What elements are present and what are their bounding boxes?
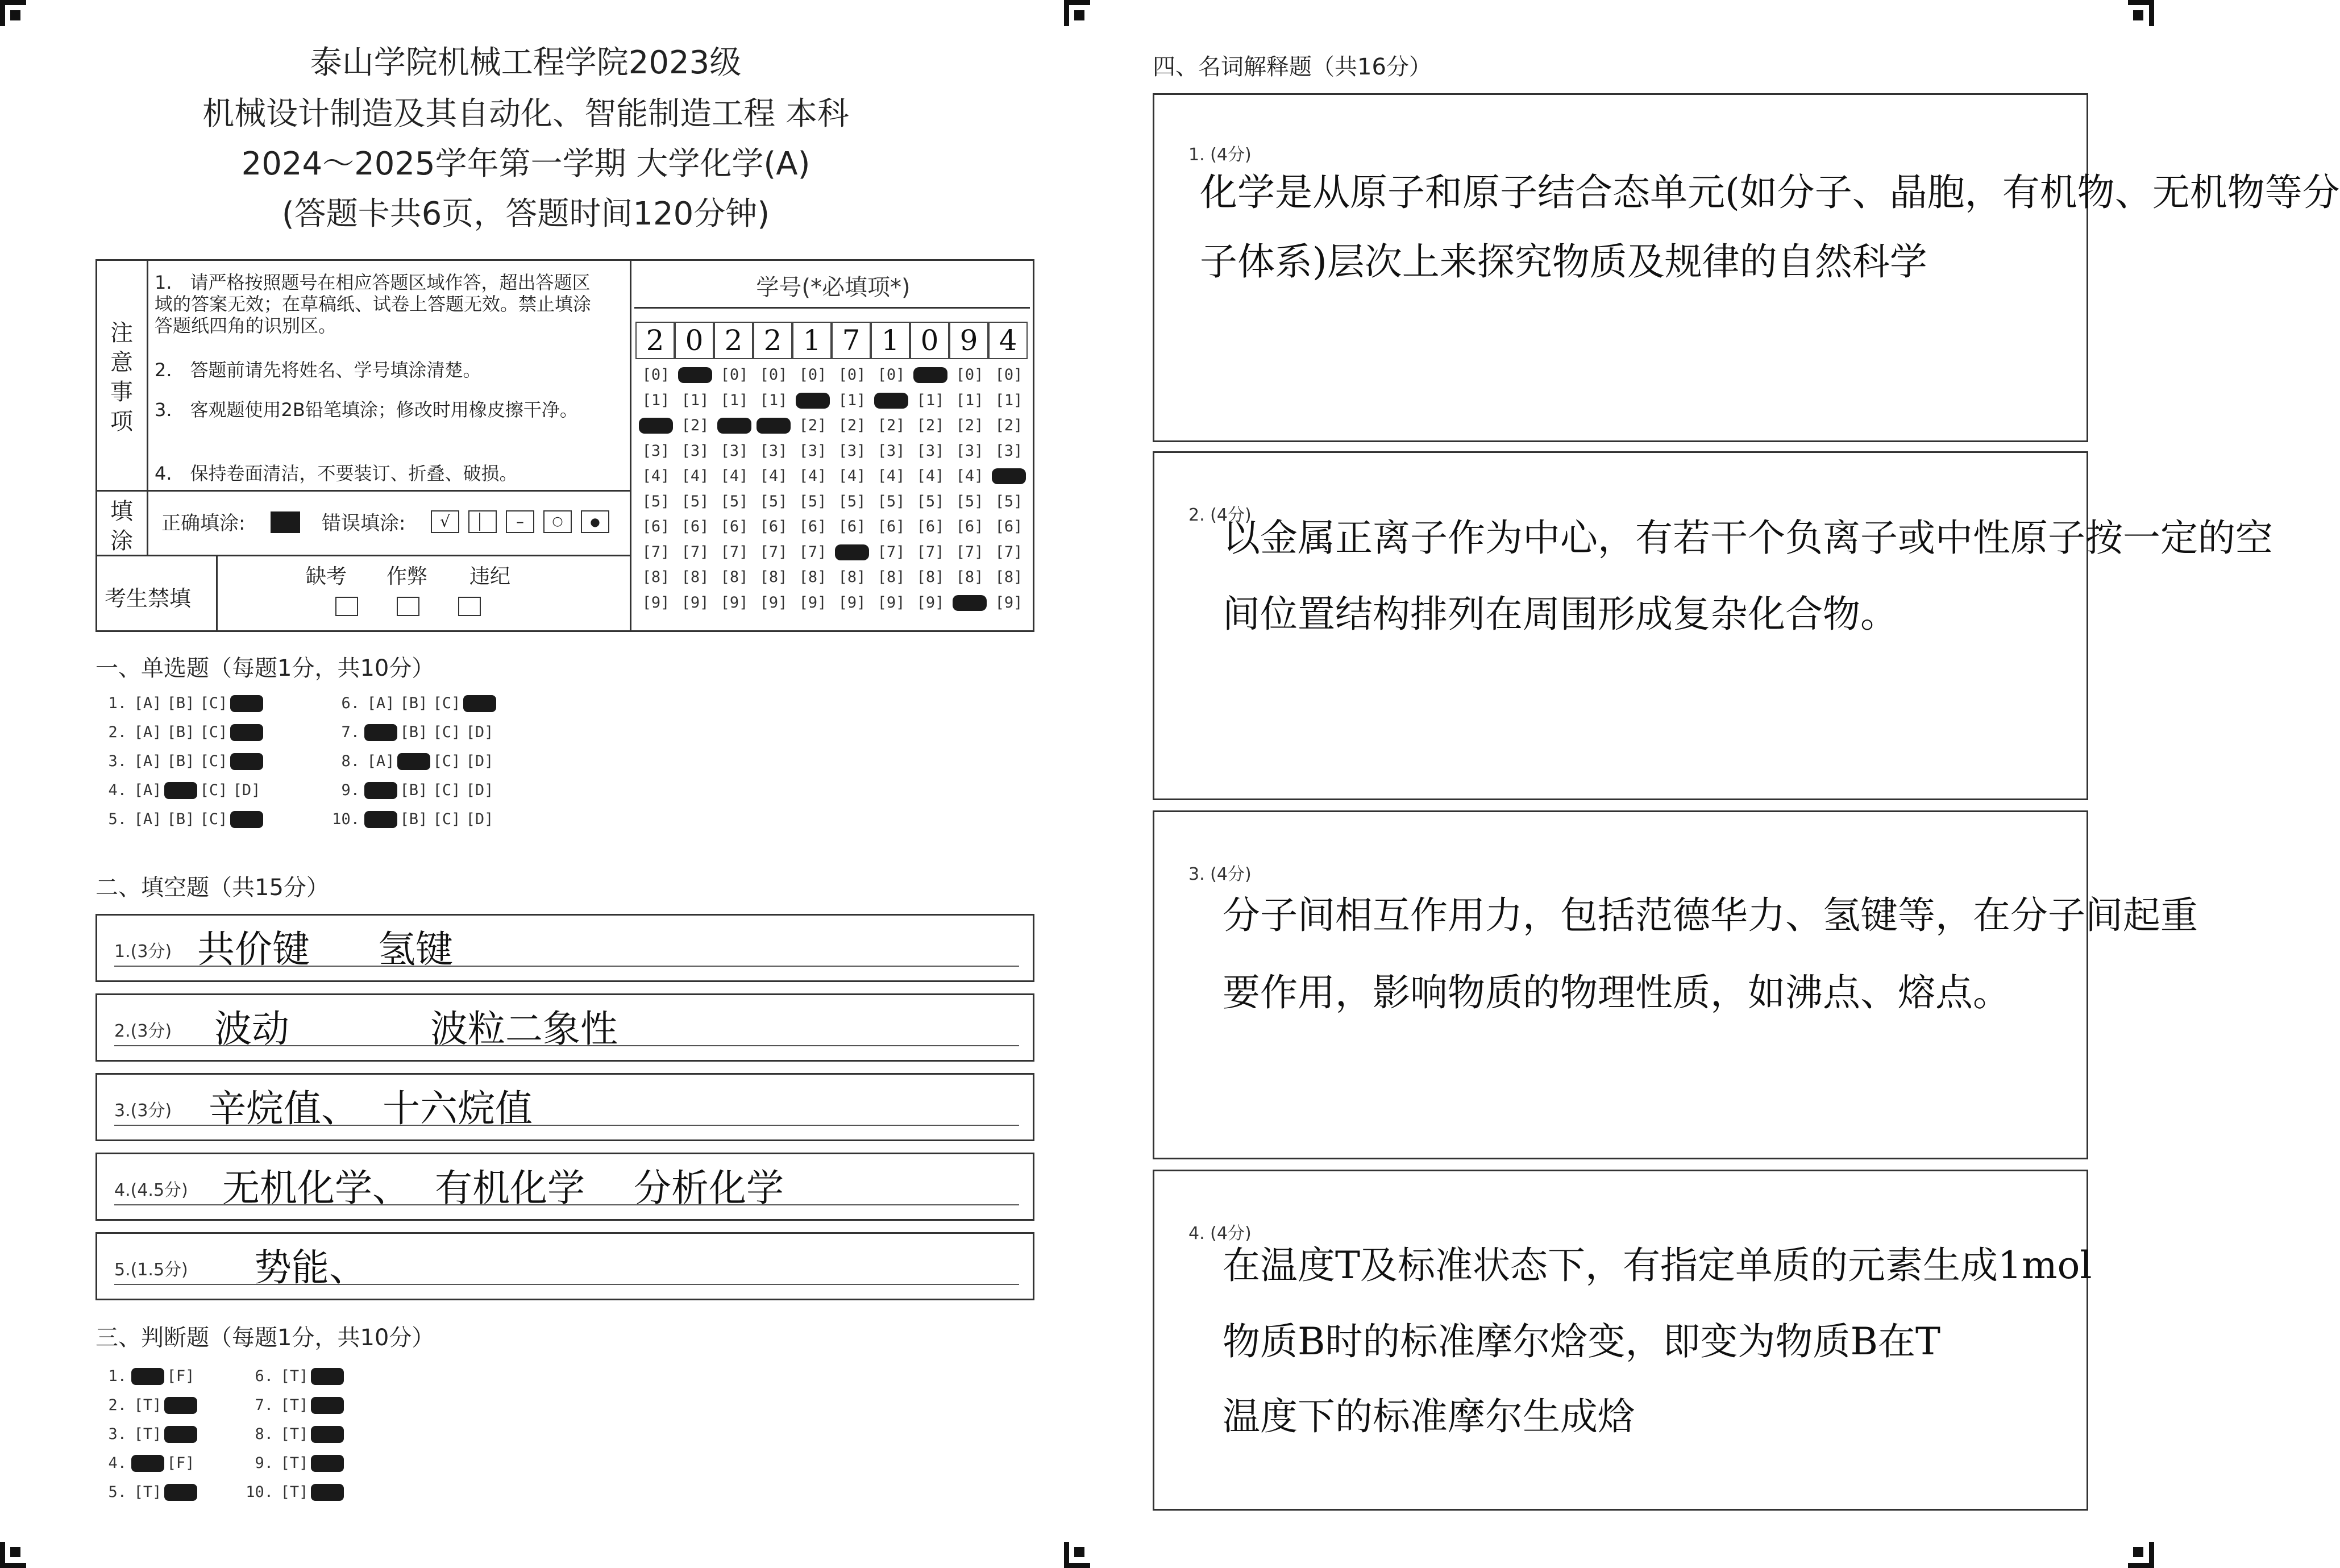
student-number-bubble-filled[interactable] — [678, 367, 712, 383]
student-number-bubble[interactable]: [4] — [916, 467, 945, 485]
answer-bubble[interactable]: [D] — [465, 752, 494, 770]
student-number-bubble[interactable]: [6] — [916, 518, 945, 535]
answer-bubble-filled[interactable] — [311, 1484, 344, 1501]
student-number-bubble[interactable]: [9] — [759, 593, 788, 612]
student-number-digits — [635, 322, 1033, 359]
student-number-bubble[interactable]: [4] — [799, 467, 827, 485]
student-number-bubble[interactable]: [5] — [720, 492, 749, 510]
tf-answer-row — [242, 1425, 344, 1443]
mc-answer-row — [329, 694, 496, 712]
tf-answer-row — [95, 1396, 197, 1414]
answer-bubble[interactable]: [A] — [367, 694, 395, 712]
answer-bubble[interactable]: [A] — [134, 810, 162, 828]
answer-bubble[interactable]: [D] — [465, 781, 494, 799]
question-number: 5. — [108, 1483, 127, 1501]
student-number-bubble[interactable]: [4] — [877, 467, 905, 485]
student-number-digit[interactable]: 9 — [949, 322, 988, 359]
answer-bubble-filled[interactable] — [164, 1397, 197, 1414]
answer-bubble[interactable]: [B] — [400, 810, 428, 828]
student-number-bubble-filled[interactable] — [757, 418, 791, 434]
student-number-bubble[interactable]: [5] — [759, 492, 788, 510]
answer-bubble[interactable]: [T] — [280, 1367, 309, 1385]
notice-item: 2. 答题前请先将姓名、学号填涂清楚。 — [155, 359, 481, 381]
correct-fill-label: 正确填涂: — [161, 512, 246, 535]
student-number-bubble[interactable]: [3] — [995, 442, 1023, 460]
answer-bubble[interactable]: [C] — [433, 810, 461, 828]
student-number-bubble[interactable]: [6] — [995, 518, 1023, 535]
question-number: 10. — [332, 810, 360, 828]
student-number-bubble[interactable]: [6] — [681, 518, 709, 535]
answer-bubble-filled[interactable] — [311, 1397, 344, 1414]
answer-bubble[interactable]: [T] — [280, 1454, 309, 1472]
student-number-bubble[interactable]: [0] — [838, 366, 866, 384]
handwritten-answer[interactable]: 无机化学、 — [222, 1166, 410, 1210]
question-label: 4. (4分) — [1188, 1224, 1252, 1243]
student-number-bubble[interactable]: [2] — [916, 417, 945, 434]
notice-item: 4. 保持卷面清洁，不要装订、折叠、破损。 — [155, 463, 518, 484]
answer-bubble[interactable]: [F] — [167, 1367, 195, 1385]
student-number-digit[interactable]: 4 — [988, 322, 1028, 359]
answer-bubble-filled[interactable] — [364, 782, 397, 799]
answer-bubble[interactable]: [C] — [199, 810, 228, 828]
question-number: 8. — [255, 1425, 273, 1443]
handwritten-answer-line[interactable]: 分子间相互作用力，包括范德华力、氢键等，在分子间起重 — [1223, 893, 2198, 937]
question-number: 8. — [341, 752, 360, 770]
student-number-bubble[interactable]: [9] — [995, 593, 1023, 612]
corner-registration-mark — [1064, 1542, 1090, 1568]
student-number-digit[interactable]: 2 — [635, 322, 675, 359]
corner-registration-mark — [2128, 0, 2154, 26]
student-number-digit[interactable]: 2 — [753, 322, 792, 359]
corner-registration-mark — [1064, 0, 1090, 26]
student-number-bubble[interactable]: [8] — [799, 568, 827, 586]
answer-bubble[interactable]: [B] — [167, 723, 195, 741]
section-title-fill-blank: 二、填空题（共15分） — [95, 875, 329, 901]
student-number-bubble[interactable]: [8] — [759, 568, 788, 586]
answer-line — [114, 1284, 1019, 1285]
answer-bubble[interactable]: [C] — [199, 781, 228, 799]
panel-divider — [95, 555, 630, 556]
answer-bubble-filled[interactable] — [230, 695, 263, 712]
student-number-digit[interactable]: 0 — [675, 322, 714, 359]
student-number-bubble[interactable]: [7] — [759, 543, 788, 561]
answer-bubble[interactable]: [C] — [199, 723, 228, 741]
student-number-bubble[interactable]: [7] — [916, 543, 945, 561]
question-label: 4.(4.5分) — [114, 1180, 188, 1200]
answer-bubble[interactable]: [T] — [134, 1483, 162, 1501]
answer-bubble[interactable]: [B] — [400, 694, 428, 712]
question-label: 3. (4分) — [1188, 864, 1252, 884]
student-number-bubble[interactable]: [6] — [877, 518, 905, 535]
handwritten-answer-line[interactable]: 子体系)层次上来探究物质及规律的自然科学 — [1200, 240, 1927, 284]
student-number-bubble[interactable]: [7] — [681, 543, 709, 561]
student-number-bubble[interactable]: [6] — [759, 518, 788, 535]
handwritten-answer[interactable]: 有机化学 — [435, 1166, 585, 1210]
answer-bubble[interactable]: [B] — [400, 723, 428, 741]
fill-blank-question-4 — [95, 1153, 1034, 1221]
tf-answer-row — [242, 1454, 344, 1472]
corner-registration-mark — [0, 1542, 26, 1568]
student-number-bubble[interactable]: [7] — [720, 543, 749, 561]
student-number-bubble-filled[interactable] — [992, 468, 1026, 484]
student-number-bubble[interactable]: [5] — [995, 492, 1023, 510]
tf-answer-row — [95, 1367, 197, 1385]
student-number-bubble[interactable]: [0] — [995, 366, 1023, 384]
answer-bubble-filled[interactable] — [364, 724, 397, 741]
student-number-bubble[interactable]: [0] — [877, 366, 905, 384]
header-major: 机械设计制造及其自动化、智能制造工程 本科 — [202, 95, 849, 132]
question-label: 3.(3分) — [114, 1101, 172, 1121]
answer-bubble-filled[interactable] — [311, 1368, 344, 1385]
student-number-bubble[interactable]: [9] — [838, 593, 866, 612]
handwritten-answer[interactable]: 氢键 — [378, 928, 453, 971]
answer-bubble-filled[interactable] — [230, 811, 263, 828]
student-number-bubble[interactable]: [3] — [720, 442, 749, 460]
corner-registration-mark — [2128, 1542, 2154, 1568]
question-label: 2.(3分) — [114, 1021, 172, 1041]
question-label: 1. (4分) — [1188, 145, 1252, 165]
student-number-bubble[interactable]: [9] — [916, 593, 945, 612]
student-number-bubble-filled[interactable] — [717, 418, 751, 434]
student-number-bubble[interactable]: [8] — [877, 568, 905, 586]
student-number-bubble[interactable]: [7] — [877, 543, 905, 561]
answer-bubble[interactable]: [A] — [134, 752, 162, 770]
fill-blank-question-3 — [95, 1073, 1034, 1141]
single-choice-answers — [95, 694, 607, 842]
student-number-bubble[interactable]: [4] — [681, 467, 709, 485]
question-number: 9. — [255, 1454, 273, 1472]
student-number-bubble[interactable]: [8] — [838, 568, 866, 586]
handwritten-answer[interactable]: 波粒二象性 — [430, 1007, 618, 1051]
handwritten-answer[interactable]: 共价键 — [197, 928, 310, 971]
question-number: 6. — [255, 1367, 273, 1385]
handwritten-answer[interactable]: 波动 — [214, 1007, 289, 1051]
answer-bubble[interactable]: [A] — [134, 723, 162, 741]
header-course: 2024～2025学年第一学期 大学化学(A) — [241, 145, 811, 182]
student-number-bubble[interactable]: [5] — [877, 492, 905, 510]
student-number-bubble-filled[interactable] — [796, 393, 830, 409]
term-question-2 — [1153, 451, 2273, 800]
student-number-bubble[interactable]: [1] — [916, 391, 945, 409]
fill-blank-question-5 — [95, 1232, 1034, 1300]
answer-bubble-filled[interactable] — [311, 1426, 344, 1443]
student-number-bubble-filled[interactable] — [835, 544, 869, 560]
student-number-bubble[interactable]: [4] — [720, 467, 749, 485]
header-instructions: (答题卡共6页，答题时间120分钟) — [281, 196, 770, 232]
tf-answer-row — [242, 1483, 344, 1501]
answer-bubble[interactable]: [D] — [465, 723, 494, 741]
student-number-bubble[interactable]: [9] — [877, 593, 905, 612]
prohibit-option-cheat: 作弊 — [386, 565, 428, 588]
student-number-bubble[interactable]: [0] — [799, 366, 827, 384]
student-number-digit[interactable]: 2 — [714, 322, 753, 359]
answer-bubble[interactable]: [C] — [433, 694, 461, 712]
answer-bubble[interactable]: [D] — [232, 781, 261, 799]
student-number-digit[interactable]: 1 — [792, 322, 832, 359]
answer-bubble[interactable]: [B] — [167, 694, 195, 712]
student-number-bubble[interactable]: [4] — [955, 467, 984, 485]
student-number-bubble[interactable]: [3] — [759, 442, 788, 460]
student-number-bubble[interactable]: [4] — [759, 467, 788, 485]
student-number-bubble[interactable]: [7] — [642, 543, 670, 561]
question-label: 5.(1.5分) — [114, 1260, 188, 1280]
tf-answer-row — [95, 1483, 197, 1501]
student-number-digit[interactable]: 7 — [832, 322, 871, 359]
handwritten-answer-line[interactable]: 在温度T及标准状态下，有指定单质的元素生成1mol — [1223, 1243, 2092, 1287]
answer-bubble-filled[interactable] — [164, 1484, 197, 1501]
mc-answer-row — [329, 752, 496, 770]
answer-bubble[interactable]: [C] — [199, 694, 228, 712]
student-number-bubble-filled[interactable] — [953, 595, 987, 611]
true-false-answers — [95, 1367, 493, 1515]
student-number-bubble[interactable]: [6] — [720, 518, 749, 535]
student-number-bubble[interactable]: [1] — [995, 391, 1023, 409]
student-number-bubble[interactable]: [8] — [720, 568, 749, 586]
student-number-bubble[interactable]: [6] — [838, 518, 866, 535]
answer-bubble[interactable]: [B] — [167, 810, 195, 828]
term-question-1 — [1153, 93, 2340, 442]
term-question-3 — [1153, 810, 2198, 1159]
student-number-bubble[interactable]: [3] — [877, 442, 905, 460]
mc-answer-row — [95, 810, 263, 828]
student-number-bubble[interactable]: [2] — [995, 417, 1023, 434]
prohibit-option-violation: 违纪 — [469, 565, 511, 588]
handwritten-answer[interactable]: 辛烷值、 — [209, 1087, 359, 1130]
mc-answer-row — [95, 781, 263, 799]
question-number: 10. — [246, 1483, 273, 1501]
handwritten-answer-line[interactable]: 以金属正离子作为中心，有若干个负离子或中性原子按一定的空 — [1223, 516, 2273, 560]
handwritten-answer-line[interactable]: 要作用，影响物质的物理性质，如沸点、熔点。 — [1223, 971, 2010, 1014]
student-number-bubble-filled[interactable] — [913, 367, 947, 383]
prohibit-checkbox[interactable] — [458, 597, 481, 616]
answer-bubble-filled[interactable] — [311, 1455, 344, 1472]
question-number: 3. — [108, 752, 127, 770]
answer-bubble[interactable]: [C] — [433, 752, 461, 770]
prohibit-checkbox[interactable] — [335, 597, 358, 616]
prohibit-label: 考生禁填 — [105, 586, 192, 611]
student-number-bubble[interactable]: [2] — [838, 417, 866, 434]
answer-bubble[interactable]: [C] — [433, 723, 461, 741]
corner-registration-mark — [0, 0, 26, 26]
student-number-bubble[interactable]: [4] — [838, 467, 866, 485]
mc-answer-row — [329, 810, 496, 828]
student-number-bubble[interactable]: [8] — [955, 568, 984, 586]
student-number-bubble[interactable]: [0] — [955, 366, 984, 384]
answer-bubble[interactable]: [T] — [134, 1425, 162, 1443]
fill-blank-question-1 — [95, 914, 1034, 982]
student-number-bubble[interactable]: [1] — [759, 391, 788, 409]
panel-divider — [634, 307, 1030, 309]
student-number-bubble[interactable]: [3] — [642, 442, 670, 460]
panel-divider — [147, 490, 148, 555]
student-number-bubble[interactable]: [1] — [838, 391, 866, 409]
notice-label: 注意事项 — [110, 320, 133, 435]
student-number-bubble[interactable]: [2] — [799, 417, 827, 434]
student-number-bubble[interactable]: [2] — [681, 417, 709, 434]
panel-divider — [95, 490, 630, 492]
student-number-bubble[interactable]: [0] — [759, 366, 788, 384]
wrong-fill-sample — [468, 510, 497, 533]
student-number-bubble[interactable]: [6] — [642, 518, 670, 535]
student-number-bubble[interactable]: [6] — [799, 518, 827, 535]
notice-item: 3. 客观题使用2B铅笔填涂；修改时用橡皮擦干净。 — [155, 399, 578, 421]
answer-bubble-filled[interactable] — [230, 753, 263, 770]
question-number: 4. — [108, 781, 127, 799]
panel-divider — [216, 555, 218, 632]
handwritten-answer[interactable]: 势能、 — [254, 1246, 367, 1290]
question-number: 6. — [341, 694, 360, 712]
student-number-bubble[interactable]: [3] — [955, 442, 984, 460]
answer-bubble[interactable]: [B] — [167, 752, 195, 770]
student-number-digit[interactable]: 1 — [871, 322, 910, 359]
question-label: 2. (4分) — [1188, 505, 1252, 525]
term-question-4 — [1153, 1170, 2092, 1511]
student-number-bubble[interactable]: [9] — [642, 593, 670, 612]
student-number-bubble[interactable]: [1] — [955, 391, 984, 409]
answer-bubble[interactable]: [B] — [400, 781, 428, 799]
answer-bubble-filled[interactable] — [230, 724, 263, 741]
answer-bubble-filled[interactable] — [131, 1368, 164, 1385]
answer-bubble-filled[interactable] — [463, 695, 496, 712]
student-number-bubble[interactable]: [0] — [642, 366, 670, 384]
section-title-term-explanation: 四、名词解释题（共16分） — [1153, 54, 1432, 80]
question-label: 1.(3分) — [114, 942, 172, 962]
student-number-bubble[interactable]: [2] — [877, 417, 905, 434]
answer-bubble-filled[interactable] — [131, 1455, 164, 1472]
answer-bubble[interactable]: [C] — [199, 752, 228, 770]
handwritten-answer[interactable]: 分析化学 — [634, 1166, 784, 1210]
answer-bubble-filled[interactable] — [164, 782, 197, 799]
question-number: 1. — [108, 694, 127, 712]
tf-answer-row — [95, 1454, 197, 1472]
student-number-bubble[interactable]: [5] — [916, 492, 945, 510]
answer-bubble[interactable]: [A] — [134, 694, 162, 712]
answer-bubble[interactable]: [C] — [433, 781, 461, 799]
student-number-bubble[interactable]: [5] — [955, 492, 984, 510]
student-number-bubble[interactable]: [6] — [955, 518, 984, 535]
student-number-bubble[interactable]: [5] — [642, 492, 670, 510]
wrong-fill-label: 错误填涂: — [322, 512, 406, 535]
student-number-bubble[interactable]: [7] — [955, 543, 984, 561]
student-number-bubble[interactable]: [5] — [681, 492, 709, 510]
student-number-bubble[interactable]: [8] — [681, 568, 709, 586]
wrong-fill-sample-stroke — [479, 513, 480, 531]
answer-bubble[interactable]: [A] — [134, 781, 162, 799]
section-title-single-choice: 一、单选题（每题1分，共10分） — [95, 655, 435, 681]
answer-bubble[interactable]: [D] — [465, 810, 494, 828]
answer-bubble[interactable]: [T] — [280, 1425, 309, 1443]
answer-bubble-filled[interactable] — [164, 1426, 197, 1443]
student-number-bubble[interactable]: [1] — [642, 391, 670, 409]
wrong-fill-sample: – — [506, 510, 534, 533]
student-number-bubble[interactable]: [8] — [995, 568, 1023, 586]
tf-answer-row — [95, 1425, 197, 1443]
wrong-fill-sample: √ — [431, 510, 459, 533]
question-number: 7. — [255, 1396, 273, 1414]
answer-bubble-filled[interactable] — [364, 811, 397, 828]
answer-bubble[interactable]: [T] — [280, 1483, 309, 1501]
panel-divider — [630, 259, 631, 632]
handwritten-answer-line[interactable]: 间位置结构排列在周围形成复杂化合物。 — [1223, 592, 1898, 636]
student-number-bubble-filled[interactable] — [874, 393, 908, 409]
student-number-bubble[interactable]: [7] — [799, 543, 827, 561]
answer-bubble[interactable]: [F] — [167, 1454, 195, 1472]
student-number-bubble[interactable]: [0] — [720, 366, 749, 384]
student-number-digit[interactable]: 0 — [910, 322, 949, 359]
tf-answer-row — [242, 1367, 344, 1385]
prohibit-option-absent: 缺考 — [306, 565, 347, 588]
panel-divider — [147, 259, 148, 490]
question-number: 1. — [108, 1367, 127, 1385]
handwritten-answer[interactable]: 十六烷值 — [383, 1087, 533, 1130]
question-number: 2. — [108, 1396, 127, 1414]
answer-bubble[interactable]: [T] — [280, 1396, 309, 1414]
correct-fill-sample — [271, 511, 300, 533]
mc-answer-row — [95, 723, 263, 741]
student-number-bubble[interactable]: [3] — [916, 442, 945, 460]
question-number: 4. — [108, 1454, 127, 1472]
section-title-true-false: 三、判断题（每题1分，共10分） — [95, 1325, 435, 1351]
student-number-bubble[interactable]: [5] — [799, 492, 827, 510]
question-number: 7. — [341, 723, 360, 741]
answer-bubble[interactable]: [A] — [367, 752, 395, 770]
student-number-bubble[interactable]: [1] — [681, 391, 709, 409]
student-number-bubble[interactable]: [2] — [955, 417, 984, 434]
handwritten-answer-line[interactable]: 物质B时的标准摩尔焓变，即变为物质B在T — [1223, 1320, 1941, 1363]
student-number-bubble[interactable]: [5] — [838, 492, 866, 510]
student-number-bubble[interactable]: [3] — [799, 442, 827, 460]
fill-example-label: 填涂 — [110, 498, 133, 554]
wrong-fill-sample: ● — [581, 510, 609, 533]
student-number-bubble[interactable]: [9] — [799, 593, 827, 612]
student-number-bubble-filled[interactable] — [639, 418, 673, 434]
mc-answer-row — [329, 723, 496, 741]
student-number-bubble[interactable]: [3] — [681, 442, 709, 460]
mc-answer-row — [95, 752, 263, 770]
fill-blank-question-2 — [95, 993, 1034, 1062]
student-number-title: 学号(*必填项*) — [756, 274, 911, 301]
student-number-bubble-grid — [637, 364, 1034, 619]
mc-answer-row — [95, 694, 263, 712]
question-number: 5. — [108, 810, 127, 828]
student-number-bubble[interactable]: [1] — [720, 391, 749, 409]
header-school: 泰山学院机械工程学院2023级 — [310, 44, 742, 81]
mc-answer-row — [329, 781, 496, 799]
tf-answer-row — [242, 1396, 344, 1414]
answer-bubble-filled[interactable] — [397, 753, 430, 770]
notice-item: 1. 请严格按照题号在相应答题区域作答，超出答题区域的答案无效；在草稿纸、试卷上答题无效。禁止填涂答题纸四角的识别区。 — [155, 272, 592, 336]
student-number-bubble[interactable]: [8] — [916, 568, 945, 586]
student-number-bubble[interactable]: [3] — [838, 442, 866, 460]
question-number: 3. — [108, 1425, 127, 1443]
student-number-bubble[interactable]: [8] — [642, 568, 670, 586]
question-number: 2. — [108, 723, 127, 741]
handwritten-answer-line[interactable]: 温度下的标准摩尔生成焓 — [1223, 1395, 1635, 1438]
student-number-bubble[interactable]: [7] — [995, 543, 1023, 561]
student-number-bubble[interactable]: [9] — [720, 593, 749, 612]
wrong-fill-sample: ○ — [543, 510, 572, 533]
question-number: 9. — [341, 781, 360, 799]
student-number-bubble[interactable]: [9] — [681, 593, 709, 612]
handwritten-answer-line[interactable]: 化学是从原子和原子结合态单元(如分子、晶胞，有机物、无机物等分 — [1200, 170, 2340, 214]
prohibit-checkbox[interactable] — [397, 597, 419, 616]
answer-bubble[interactable]: [T] — [134, 1396, 162, 1414]
student-number-bubble[interactable]: [4] — [642, 467, 670, 485]
